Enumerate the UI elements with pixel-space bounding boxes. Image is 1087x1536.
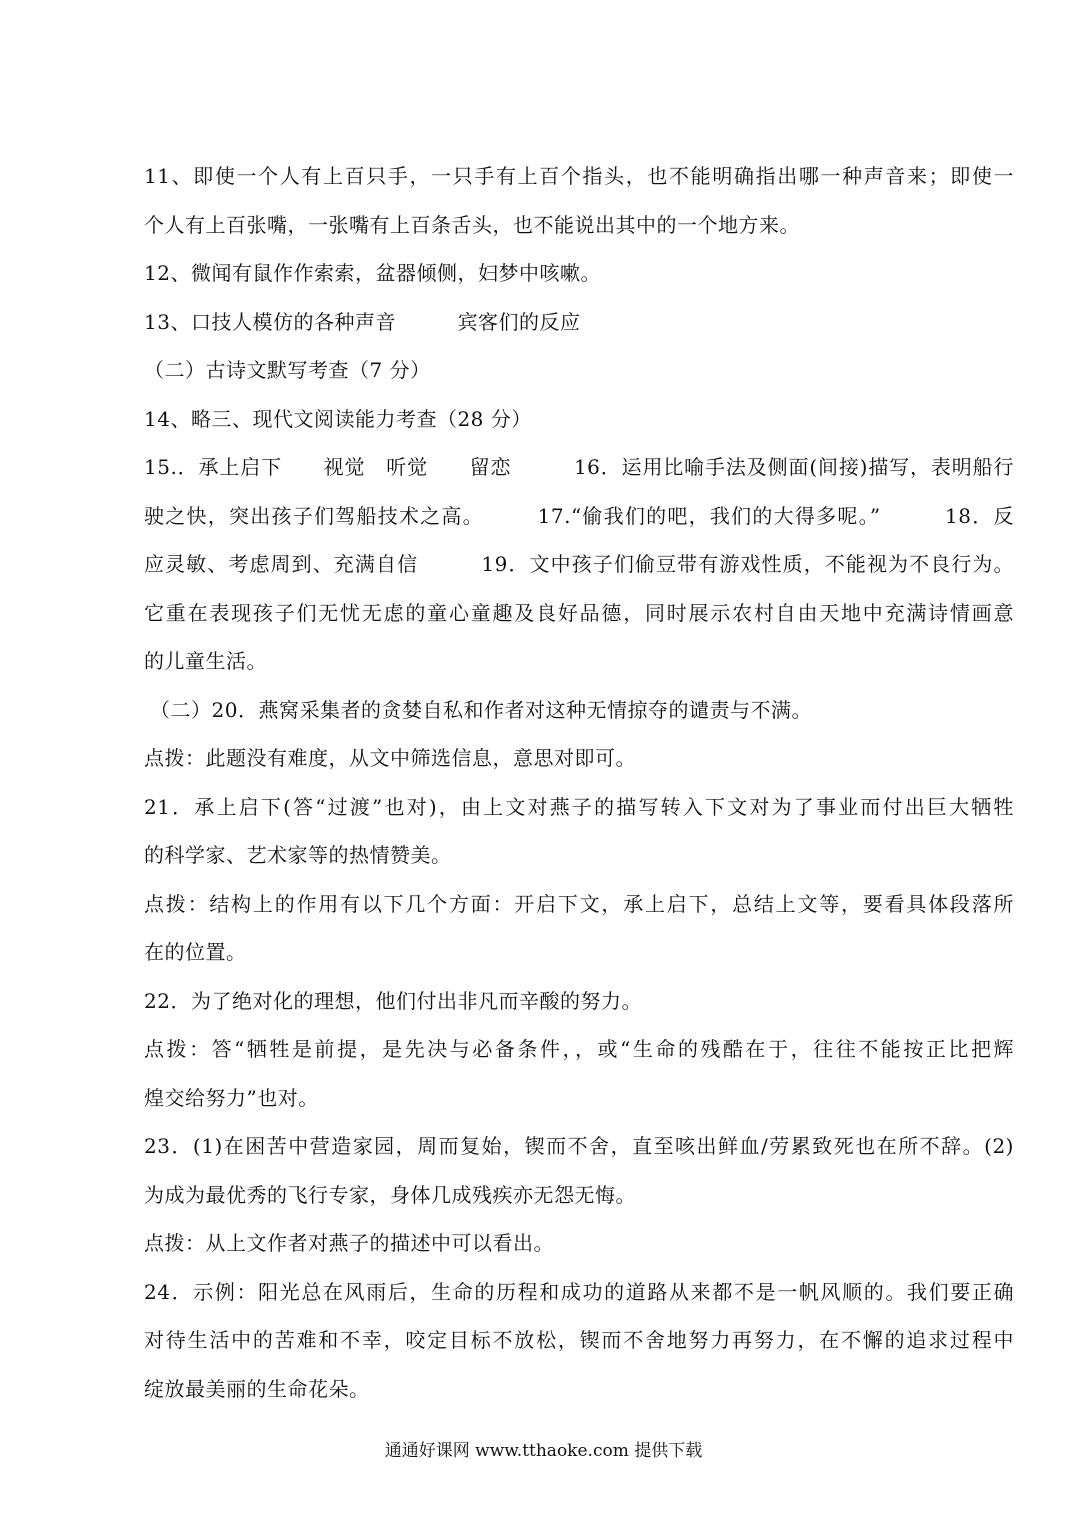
- text-line: 的儿童生活。: [144, 649, 267, 673]
- text-line: 点拨：答“牺牲是前提，是先决与必备条件，，或“生命的残酷在于，往往不能按正比把辉: [144, 1037, 1014, 1061]
- text-line: 23．(1)在困苦中营造家园，周而复始，锲而不舍，直至咳出鲜血/劳累致死也在所不辞。(2): [144, 1134, 1014, 1158]
- text-line: 21．承上启下(答“过渡”也对)，由上文对燕子的描写转入下文对为了事业而付出巨大牺牲: [144, 794, 1014, 819]
- text-line: 对待生活中的苦难和不幸，咬定目标不放松，锲而不舍地努力再努力，在不懈的追求过程中: [144, 1328, 1014, 1352]
- text-line: 点拨：此题没有难度，从文中筛选信息，意思对即可。: [144, 746, 636, 770]
- answer-text-block: [144, 152, 1014, 1413]
- text-line: 煌交给努力”也对。: [144, 1085, 319, 1110]
- text-line: 14、略三、现代文阅读能力考查（28 分）: [144, 406, 532, 431]
- text-line: 应灵敏、考虑周到、充满自信 19．文中孩子们偷豆带有游戏性质，不能视为不良行为。: [144, 552, 1014, 576]
- text-line: 绽放最美丽的生命花朵。: [144, 1376, 370, 1401]
- text-line: 15.．承上启下 视觉 听觉 留恋 16．运用比喻手法及侧面(间接)描写，表明船行: [144, 455, 1014, 479]
- text-line: 个人有上百张嘴，一张嘴有上百条舌头，也不能说出其中的一个地方来。: [144, 212, 800, 237]
- text-line: 的科学家、艺术家等的热情赞美。: [144, 843, 452, 867]
- text-line: 为成为最优秀的飞行专家，身体几成残疾亦无怨无悔。: [144, 1182, 636, 1207]
- page-footer: 通通好课网 www.tthaoke.com 提供下载: [384, 1441, 703, 1461]
- section-heading: （二）古诗文默写考查（7 分）: [144, 358, 431, 382]
- section-heading: （二）20．燕窝采集者的贪婪自私和作者对这种无情掠夺的谴责与不满。: [150, 697, 812, 722]
- text-line: 22．为了绝对化的理想，他们付出非凡而辛酸的努力。: [144, 988, 642, 1013]
- text-line: 13、口技人模仿的各种声音 宾客们的反应: [144, 309, 581, 334]
- text-line: 它重在表现孩子们无忧无虑的童心童趣及良好品德，同时展示农村自由天地中充满诗情画意: [144, 600, 1014, 625]
- text-line: 驶之快，突出孩子们驾船技术之高。 17.“偷我们的吧，我们的大得多呢。” 18．反: [144, 503, 1014, 528]
- text-line: 24．示例：阳光总在风雨后，生命的历程和成功的道路从来都不是一帆风顺的。我们要正确: [144, 1279, 1014, 1304]
- text-line: 12、微闻有鼠作作索索，盆器倾侧，妇梦中咳嗽。: [144, 261, 601, 285]
- text-line: 点拨：从上文作者对燕子的描述中可以看出。: [144, 1231, 554, 1255]
- text-line: 在的位置。: [144, 940, 247, 964]
- text-line: 11、即使一个人有上百只手，一只手有上百个指头，也不能明确指出哪一种声音来；即使一: [144, 164, 1014, 188]
- text-line: 点拨：结构上的作用有以下几个方面：开启下文，承上启下，总结上文等，要看具体段落所: [144, 891, 1014, 916]
